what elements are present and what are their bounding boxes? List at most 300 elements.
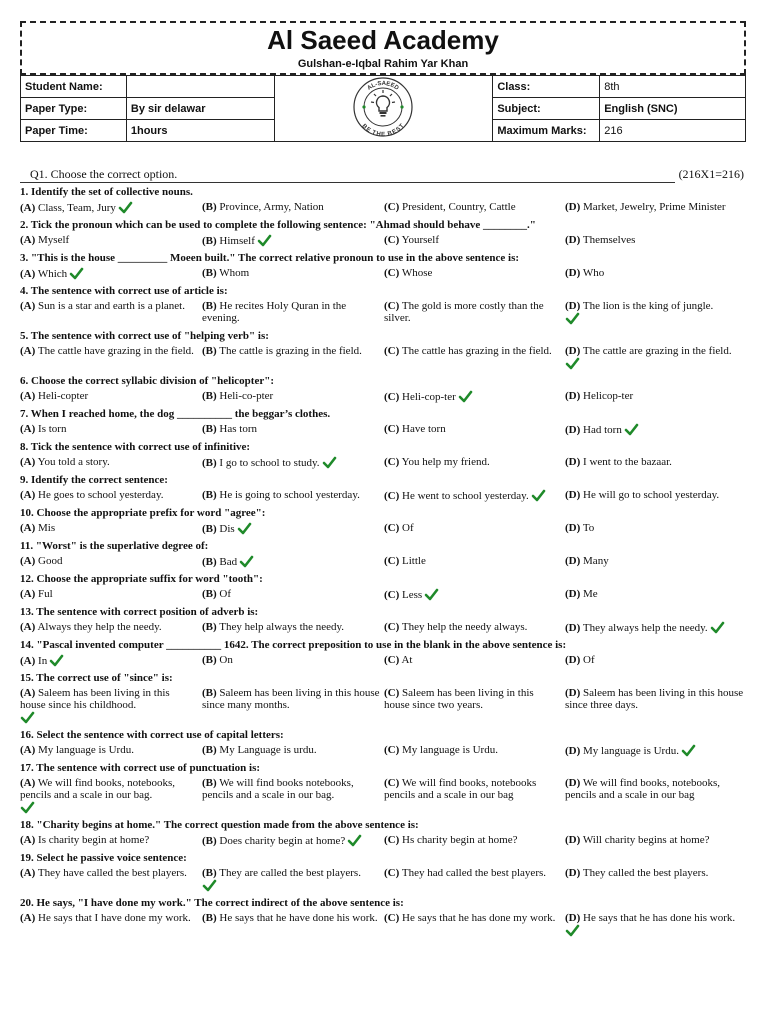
subject-value: English (SNC) bbox=[600, 98, 746, 120]
option-text: Dis bbox=[219, 523, 235, 535]
option-letter: (A) bbox=[20, 655, 36, 667]
option-row bbox=[20, 489, 750, 505]
question-item bbox=[20, 217, 750, 250]
question-stem: 16. Select the sentence with correct use of capital letters: bbox=[20, 729, 284, 741]
option-d[interactable] bbox=[565, 201, 750, 213]
option-d[interactable] bbox=[565, 834, 750, 846]
option-letter: (A) bbox=[20, 456, 36, 468]
option-text: On bbox=[219, 654, 233, 666]
option-text: They help always the needy. bbox=[219, 621, 345, 633]
option-row bbox=[20, 777, 750, 817]
option-letter: (B) bbox=[202, 345, 217, 357]
option-text: We will find books notebooks, pencils and a scale in our bag. bbox=[202, 777, 354, 801]
checkmark-icon bbox=[20, 711, 35, 724]
option-letter: (D) bbox=[565, 777, 581, 789]
option-text: My Language is urdu. bbox=[219, 744, 317, 756]
option-d[interactable] bbox=[565, 555, 750, 567]
option-text: My language is Urdu. bbox=[583, 745, 679, 757]
option-text: He recites Holy Quran in the evening. bbox=[202, 300, 347, 324]
paper-time-value: 1hours bbox=[126, 120, 274, 142]
question-item bbox=[20, 604, 750, 637]
option-letter: (D) bbox=[565, 424, 581, 436]
option-letter: (A) bbox=[20, 300, 36, 312]
option-text: Of bbox=[219, 588, 232, 600]
option-d[interactable] bbox=[565, 522, 750, 534]
option-b[interactable] bbox=[202, 744, 380, 756]
option-d[interactable] bbox=[565, 912, 750, 937]
question-stem: 12. Choose the appropriate suffix for word "tooth": bbox=[20, 573, 263, 585]
option-letter: (D) bbox=[565, 834, 581, 846]
option-c[interactable] bbox=[384, 687, 562, 711]
option-a[interactable] bbox=[20, 423, 198, 435]
option-b[interactable] bbox=[202, 912, 380, 924]
option-letter: (B) bbox=[202, 235, 217, 247]
option-letter: (B) bbox=[202, 201, 217, 213]
question-item bbox=[20, 283, 750, 328]
subject-label: Subject: bbox=[493, 98, 600, 120]
option-text: Hs charity begin at home? bbox=[402, 834, 518, 846]
checkmark-icon bbox=[239, 555, 254, 568]
option-row bbox=[20, 423, 750, 439]
option-letter: (A) bbox=[20, 234, 36, 246]
paper-time-label: Paper Time: bbox=[21, 120, 127, 142]
option-a[interactable] bbox=[20, 234, 198, 246]
option-c[interactable] bbox=[384, 912, 562, 924]
class-label: Class: bbox=[493, 76, 600, 98]
option-d[interactable] bbox=[565, 744, 750, 757]
option-text: You told a story. bbox=[37, 456, 110, 468]
option-text: Ful bbox=[38, 588, 53, 600]
option-letter: (C) bbox=[384, 744, 400, 756]
option-text: He is going to school yesterday. bbox=[219, 489, 360, 501]
max-marks-label: Maximum Marks: bbox=[493, 120, 600, 142]
question-stem: 10. Choose the appropriate prefix for word "agree": bbox=[20, 507, 266, 519]
option-letter: (C) bbox=[384, 300, 400, 312]
option-a[interactable] bbox=[20, 555, 198, 567]
option-a[interactable] bbox=[20, 621, 198, 633]
option-letter: (B) bbox=[202, 523, 217, 535]
option-text: Will charity begins at home? bbox=[582, 834, 710, 846]
option-c[interactable] bbox=[384, 867, 562, 879]
option-letter: (C) bbox=[384, 267, 400, 279]
option-letter: (A) bbox=[20, 522, 36, 534]
option-row bbox=[20, 456, 750, 472]
option-c[interactable] bbox=[384, 456, 562, 468]
question-item bbox=[20, 538, 750, 571]
option-a[interactable] bbox=[20, 777, 198, 814]
option-a[interactable] bbox=[20, 654, 198, 667]
option-c[interactable] bbox=[384, 345, 562, 357]
option-text: Has torn bbox=[219, 423, 257, 435]
option-letter: (D) bbox=[565, 390, 581, 402]
option-letter: (C) bbox=[384, 654, 400, 666]
option-letter: (D) bbox=[565, 745, 581, 757]
checkmark-icon bbox=[710, 621, 725, 634]
checkmark-icon bbox=[565, 357, 580, 370]
section-marks: (216X1=216) bbox=[678, 167, 744, 181]
option-b[interactable] bbox=[202, 867, 380, 892]
option-row bbox=[20, 654, 750, 670]
option-d[interactable] bbox=[565, 423, 750, 436]
option-d[interactable] bbox=[565, 345, 750, 370]
option-c[interactable] bbox=[384, 522, 562, 534]
option-text: Whom bbox=[219, 267, 250, 279]
option-a[interactable] bbox=[20, 390, 198, 402]
option-text: Of bbox=[402, 522, 414, 534]
option-text: Market, Jewelry, Prime Minister bbox=[583, 201, 726, 213]
option-b[interactable] bbox=[202, 654, 380, 666]
option-d[interactable] bbox=[565, 654, 750, 666]
option-text: Heli-co-pter bbox=[219, 390, 274, 402]
option-text: The cattle is grazing in the field. bbox=[219, 345, 362, 357]
student-name-field[interactable] bbox=[126, 76, 274, 98]
option-c[interactable] bbox=[384, 744, 562, 756]
option-d[interactable] bbox=[565, 267, 750, 279]
question-item bbox=[20, 373, 750, 406]
option-d[interactable] bbox=[565, 390, 750, 402]
option-text: To bbox=[582, 522, 595, 534]
option-b[interactable] bbox=[202, 588, 380, 600]
checkmark-icon bbox=[49, 654, 64, 667]
option-letter: (B) bbox=[202, 457, 217, 469]
section-heading bbox=[20, 165, 746, 183]
logo-bottom-text: BE THE BEST bbox=[360, 123, 407, 138]
option-c[interactable] bbox=[384, 201, 562, 213]
option-text: They had called the best players. bbox=[401, 867, 547, 879]
option-text: President, Country, Cattle bbox=[402, 201, 516, 213]
option-c[interactable] bbox=[384, 234, 562, 246]
option-text: The gold is more costly than the silver. bbox=[384, 300, 544, 324]
option-letter: (B) bbox=[202, 423, 217, 435]
question-stem: 14. "Pascal invented computer __________ 1642. The correct preposition to use in the blank in the above sentence is: bbox=[20, 639, 567, 651]
option-text: Me bbox=[583, 588, 598, 600]
option-c[interactable] bbox=[384, 555, 562, 567]
question-item bbox=[20, 760, 750, 817]
question-item bbox=[20, 406, 750, 439]
header-box bbox=[20, 21, 746, 75]
option-letter: (C) bbox=[384, 687, 400, 699]
option-letter: (C) bbox=[384, 555, 400, 567]
option-a[interactable] bbox=[20, 456, 198, 468]
option-d[interactable] bbox=[565, 687, 750, 711]
option-c[interactable] bbox=[384, 267, 562, 279]
question-stem: 6. Choose the correct syllabic division of "helicopter": bbox=[20, 375, 274, 387]
option-letter: (C) bbox=[384, 423, 400, 435]
option-b[interactable] bbox=[202, 390, 380, 402]
option-text: I went to the bazaar. bbox=[583, 456, 672, 468]
option-text: They are called the best players. bbox=[219, 867, 361, 879]
option-text: Whose bbox=[401, 267, 433, 279]
option-letter: (A) bbox=[20, 423, 36, 435]
option-letter: (C) bbox=[384, 834, 400, 846]
option-a[interactable] bbox=[20, 489, 198, 501]
option-letter: (D) bbox=[565, 267, 581, 279]
question-stem: 2. Tick the pronoun which can be used to complete the following sentence: "Ahmad should behave ________." bbox=[20, 219, 536, 231]
option-letter: (A) bbox=[20, 834, 36, 846]
option-text: Many bbox=[583, 555, 609, 567]
option-letter: (A) bbox=[20, 777, 36, 789]
checkmark-icon bbox=[347, 834, 362, 847]
option-text: He says that he has done his work. bbox=[583, 912, 736, 924]
option-row bbox=[20, 912, 750, 940]
option-letter: (D) bbox=[565, 588, 581, 600]
option-row bbox=[20, 588, 750, 604]
option-b[interactable] bbox=[202, 489, 380, 501]
option-text: The cattle are grazing in the field. bbox=[582, 345, 732, 357]
option-text: Had torn bbox=[583, 424, 622, 436]
option-b[interactable] bbox=[202, 834, 380, 847]
option-c[interactable] bbox=[384, 654, 562, 666]
option-c[interactable] bbox=[384, 423, 562, 435]
section-label: Q1. Choose the correct option. bbox=[30, 167, 178, 181]
question-item bbox=[20, 505, 750, 538]
option-text: Yourself bbox=[401, 234, 440, 246]
option-d[interactable] bbox=[565, 456, 750, 468]
option-text: Less bbox=[402, 589, 423, 601]
checkmark-icon bbox=[322, 456, 337, 469]
option-row bbox=[20, 201, 750, 217]
option-letter: (D) bbox=[565, 912, 581, 924]
option-letter: (A) bbox=[20, 345, 36, 357]
option-letter: (A) bbox=[20, 390, 36, 402]
option-text: Who bbox=[582, 267, 605, 279]
question-item bbox=[20, 184, 750, 217]
question-stem: 3. "This is the house _________ Moeen built." The correct relative pronoun to use in the above sentence is: bbox=[20, 252, 520, 264]
option-text: Good bbox=[38, 555, 63, 567]
checkmark-icon bbox=[624, 423, 639, 436]
option-row bbox=[20, 522, 750, 538]
option-letter: (C) bbox=[384, 201, 400, 213]
option-b[interactable] bbox=[202, 777, 380, 801]
question-stem: 13. The sentence with correct position of adverb is: bbox=[20, 606, 259, 618]
option-a[interactable] bbox=[20, 267, 198, 280]
option-text: We will find books, notebooks, pencils and a scale in our bag bbox=[565, 777, 721, 801]
checkmark-icon bbox=[237, 522, 252, 535]
option-letter: (D) bbox=[565, 867, 581, 879]
option-letter: (D) bbox=[565, 522, 581, 534]
option-row bbox=[20, 345, 750, 373]
lightbulb-icon bbox=[352, 76, 414, 138]
option-letter: (C) bbox=[384, 867, 400, 879]
option-c[interactable] bbox=[384, 588, 562, 601]
option-letter: (A) bbox=[20, 687, 36, 699]
option-d[interactable] bbox=[565, 300, 750, 325]
option-letter: (A) bbox=[20, 268, 36, 280]
option-row bbox=[20, 234, 750, 250]
option-text: The cattle has grazing in the field. bbox=[401, 345, 552, 357]
option-letter: (D) bbox=[565, 300, 581, 312]
question-stem: 7. When I reached home, the dog __________ the beggar’s clothes. bbox=[20, 408, 331, 420]
option-b[interactable] bbox=[202, 423, 380, 435]
option-text: Heli-cop-ter bbox=[402, 391, 456, 403]
option-letter: (B) bbox=[202, 588, 217, 600]
option-letter: (B) bbox=[202, 489, 217, 501]
student-info-table bbox=[20, 75, 746, 142]
question-item bbox=[20, 895, 750, 940]
question-stem: 5. The sentence with correct use of "helping verb" is: bbox=[20, 330, 269, 342]
question-stem: 20. He says, "I have done my work." The correct indirect of the above sentence is: bbox=[20, 897, 404, 909]
option-a[interactable] bbox=[20, 345, 198, 357]
checkmark-icon bbox=[118, 201, 133, 214]
option-a[interactable] bbox=[20, 834, 198, 846]
option-letter: (B) bbox=[202, 300, 217, 312]
student-name-label: Student Name: bbox=[21, 76, 127, 98]
option-letter: (D) bbox=[565, 654, 581, 666]
option-letter: (B) bbox=[202, 687, 217, 699]
option-text: My language is Urdu. bbox=[38, 744, 134, 756]
checkmark-icon bbox=[424, 588, 439, 601]
option-text: He says that he have done his work. bbox=[219, 912, 378, 924]
option-letter: (A) bbox=[20, 912, 36, 924]
option-row bbox=[20, 555, 750, 571]
option-b[interactable] bbox=[202, 456, 380, 469]
option-letter: (B) bbox=[202, 912, 217, 924]
option-text: Heli-copter bbox=[38, 390, 89, 402]
option-letter: (A) bbox=[20, 555, 36, 567]
option-a[interactable] bbox=[20, 201, 198, 214]
section-underline bbox=[20, 182, 675, 183]
option-d[interactable] bbox=[565, 588, 750, 600]
option-letter: (C) bbox=[384, 391, 400, 403]
option-text: Sun is a star and earth is a planet. bbox=[38, 300, 185, 312]
option-d[interactable] bbox=[565, 234, 750, 246]
option-text: Mis bbox=[38, 522, 56, 534]
option-b[interactable] bbox=[202, 234, 380, 247]
question-item bbox=[20, 727, 750, 760]
option-d[interactable] bbox=[565, 867, 750, 879]
paper-type-label: Paper Type: bbox=[21, 98, 127, 120]
option-row bbox=[20, 300, 750, 328]
option-letter: (B) bbox=[202, 267, 217, 279]
option-text: Of bbox=[583, 654, 595, 666]
option-text: Little bbox=[402, 555, 426, 567]
option-letter: (C) bbox=[384, 490, 400, 502]
option-text: He says that he has done my work. bbox=[402, 912, 556, 924]
option-letter: (A) bbox=[20, 744, 36, 756]
checkmark-icon bbox=[257, 234, 272, 247]
option-c[interactable] bbox=[384, 489, 562, 502]
option-letter: (D) bbox=[565, 345, 581, 357]
checkmark-icon bbox=[458, 390, 473, 403]
question-item bbox=[20, 472, 750, 505]
question-item bbox=[20, 250, 750, 283]
option-letter: (A) bbox=[20, 489, 36, 501]
option-b[interactable] bbox=[202, 687, 380, 711]
option-letter: (D) bbox=[565, 489, 581, 501]
option-b[interactable] bbox=[202, 621, 380, 633]
option-letter: (B) bbox=[202, 621, 217, 633]
option-letter: (C) bbox=[384, 777, 400, 789]
option-text: He says that I have done my work. bbox=[38, 912, 191, 924]
option-letter: (B) bbox=[202, 556, 217, 568]
option-a[interactable] bbox=[20, 300, 198, 312]
option-b[interactable] bbox=[202, 267, 380, 279]
option-letter: (A) bbox=[20, 867, 36, 879]
academy-address: Gulshan-e-Iqbal Rahim Yar Khan bbox=[297, 58, 469, 70]
option-letter: (B) bbox=[202, 390, 217, 402]
option-row bbox=[20, 744, 750, 760]
option-letter: (C) bbox=[384, 912, 400, 924]
option-a[interactable] bbox=[20, 912, 198, 924]
option-d[interactable] bbox=[565, 777, 750, 801]
option-a[interactable] bbox=[20, 867, 198, 879]
option-text: Class, Team, Jury bbox=[38, 202, 116, 214]
question-item bbox=[20, 328, 750, 373]
option-letter: (A) bbox=[20, 621, 36, 633]
option-d[interactable] bbox=[565, 621, 750, 634]
option-text: Always they help the needy. bbox=[37, 621, 162, 633]
option-letter: (C) bbox=[384, 522, 400, 534]
academy-title: Al Saeed Academy bbox=[267, 25, 499, 55]
question-item bbox=[20, 670, 750, 727]
option-text: Saleem has been living in this house since his childhood. bbox=[20, 687, 170, 711]
option-b[interactable] bbox=[202, 345, 380, 357]
option-letter: (A) bbox=[20, 588, 36, 600]
question-stem: 17. The sentence with correct use of punctuation is: bbox=[20, 762, 261, 774]
option-a[interactable] bbox=[20, 687, 198, 724]
checkmark-icon bbox=[531, 489, 546, 502]
option-text: Saleem has been living in this house since many months. bbox=[202, 687, 380, 711]
option-text: You help my friend. bbox=[401, 456, 490, 468]
option-text: They called the best players. bbox=[582, 867, 709, 879]
option-b[interactable] bbox=[202, 555, 380, 568]
option-c[interactable] bbox=[384, 777, 562, 801]
option-letter: (D) bbox=[565, 201, 581, 213]
option-a[interactable] bbox=[20, 744, 198, 756]
option-text: Is charity begin at home? bbox=[38, 834, 150, 846]
option-c[interactable] bbox=[384, 621, 562, 633]
option-c[interactable] bbox=[384, 834, 562, 846]
question-stem: 18. "Charity begins at home." The correct question made from the above sentence is: bbox=[20, 819, 419, 831]
option-row bbox=[20, 687, 750, 727]
option-a[interactable] bbox=[20, 588, 198, 600]
option-text: Myself bbox=[38, 234, 70, 246]
question-stem: 9. Identify the correct sentence: bbox=[20, 474, 168, 486]
option-letter: (A) bbox=[20, 202, 36, 214]
option-letter: (B) bbox=[202, 744, 217, 756]
option-letter: (D) bbox=[565, 555, 581, 567]
option-c[interactable] bbox=[384, 300, 562, 324]
option-text: They help the needy always. bbox=[401, 621, 528, 633]
option-b[interactable] bbox=[202, 201, 380, 213]
option-text: The cattle have grazing in the field. bbox=[37, 345, 194, 357]
option-b[interactable] bbox=[202, 522, 380, 535]
option-text: Saleem has been living in this house since three days. bbox=[565, 687, 744, 711]
option-c[interactable] bbox=[384, 390, 562, 403]
option-d[interactable] bbox=[565, 489, 750, 501]
checkmark-icon bbox=[565, 924, 580, 937]
option-text: Province, Army, Nation bbox=[219, 201, 324, 213]
question-item bbox=[20, 571, 750, 604]
academy-logo bbox=[274, 76, 493, 142]
option-row bbox=[20, 834, 750, 850]
option-text: Does charity begin at home? bbox=[219, 835, 346, 847]
option-letter: (B) bbox=[202, 835, 217, 847]
option-text: I go to school to study. bbox=[219, 457, 320, 469]
checkmark-icon bbox=[69, 267, 84, 280]
option-text: We will find books, notebooks, pencils and a scale in our bag. bbox=[20, 777, 176, 801]
logo-top-text: AL-SAEED bbox=[366, 80, 400, 92]
option-text: Is torn bbox=[38, 423, 67, 435]
option-text: He went to school yesterday. bbox=[402, 490, 529, 502]
option-text: My language is Urdu. bbox=[402, 744, 498, 756]
option-a[interactable] bbox=[20, 522, 198, 534]
option-b[interactable] bbox=[202, 300, 380, 324]
question-stem: 8. Tick the sentence with correct use of infinitive: bbox=[20, 441, 251, 453]
checkmark-icon bbox=[20, 801, 35, 814]
option-text: The lion is the king of jungle. bbox=[582, 300, 714, 312]
question-stem: 11. "Worst" is the superlative degree of: bbox=[20, 540, 209, 552]
